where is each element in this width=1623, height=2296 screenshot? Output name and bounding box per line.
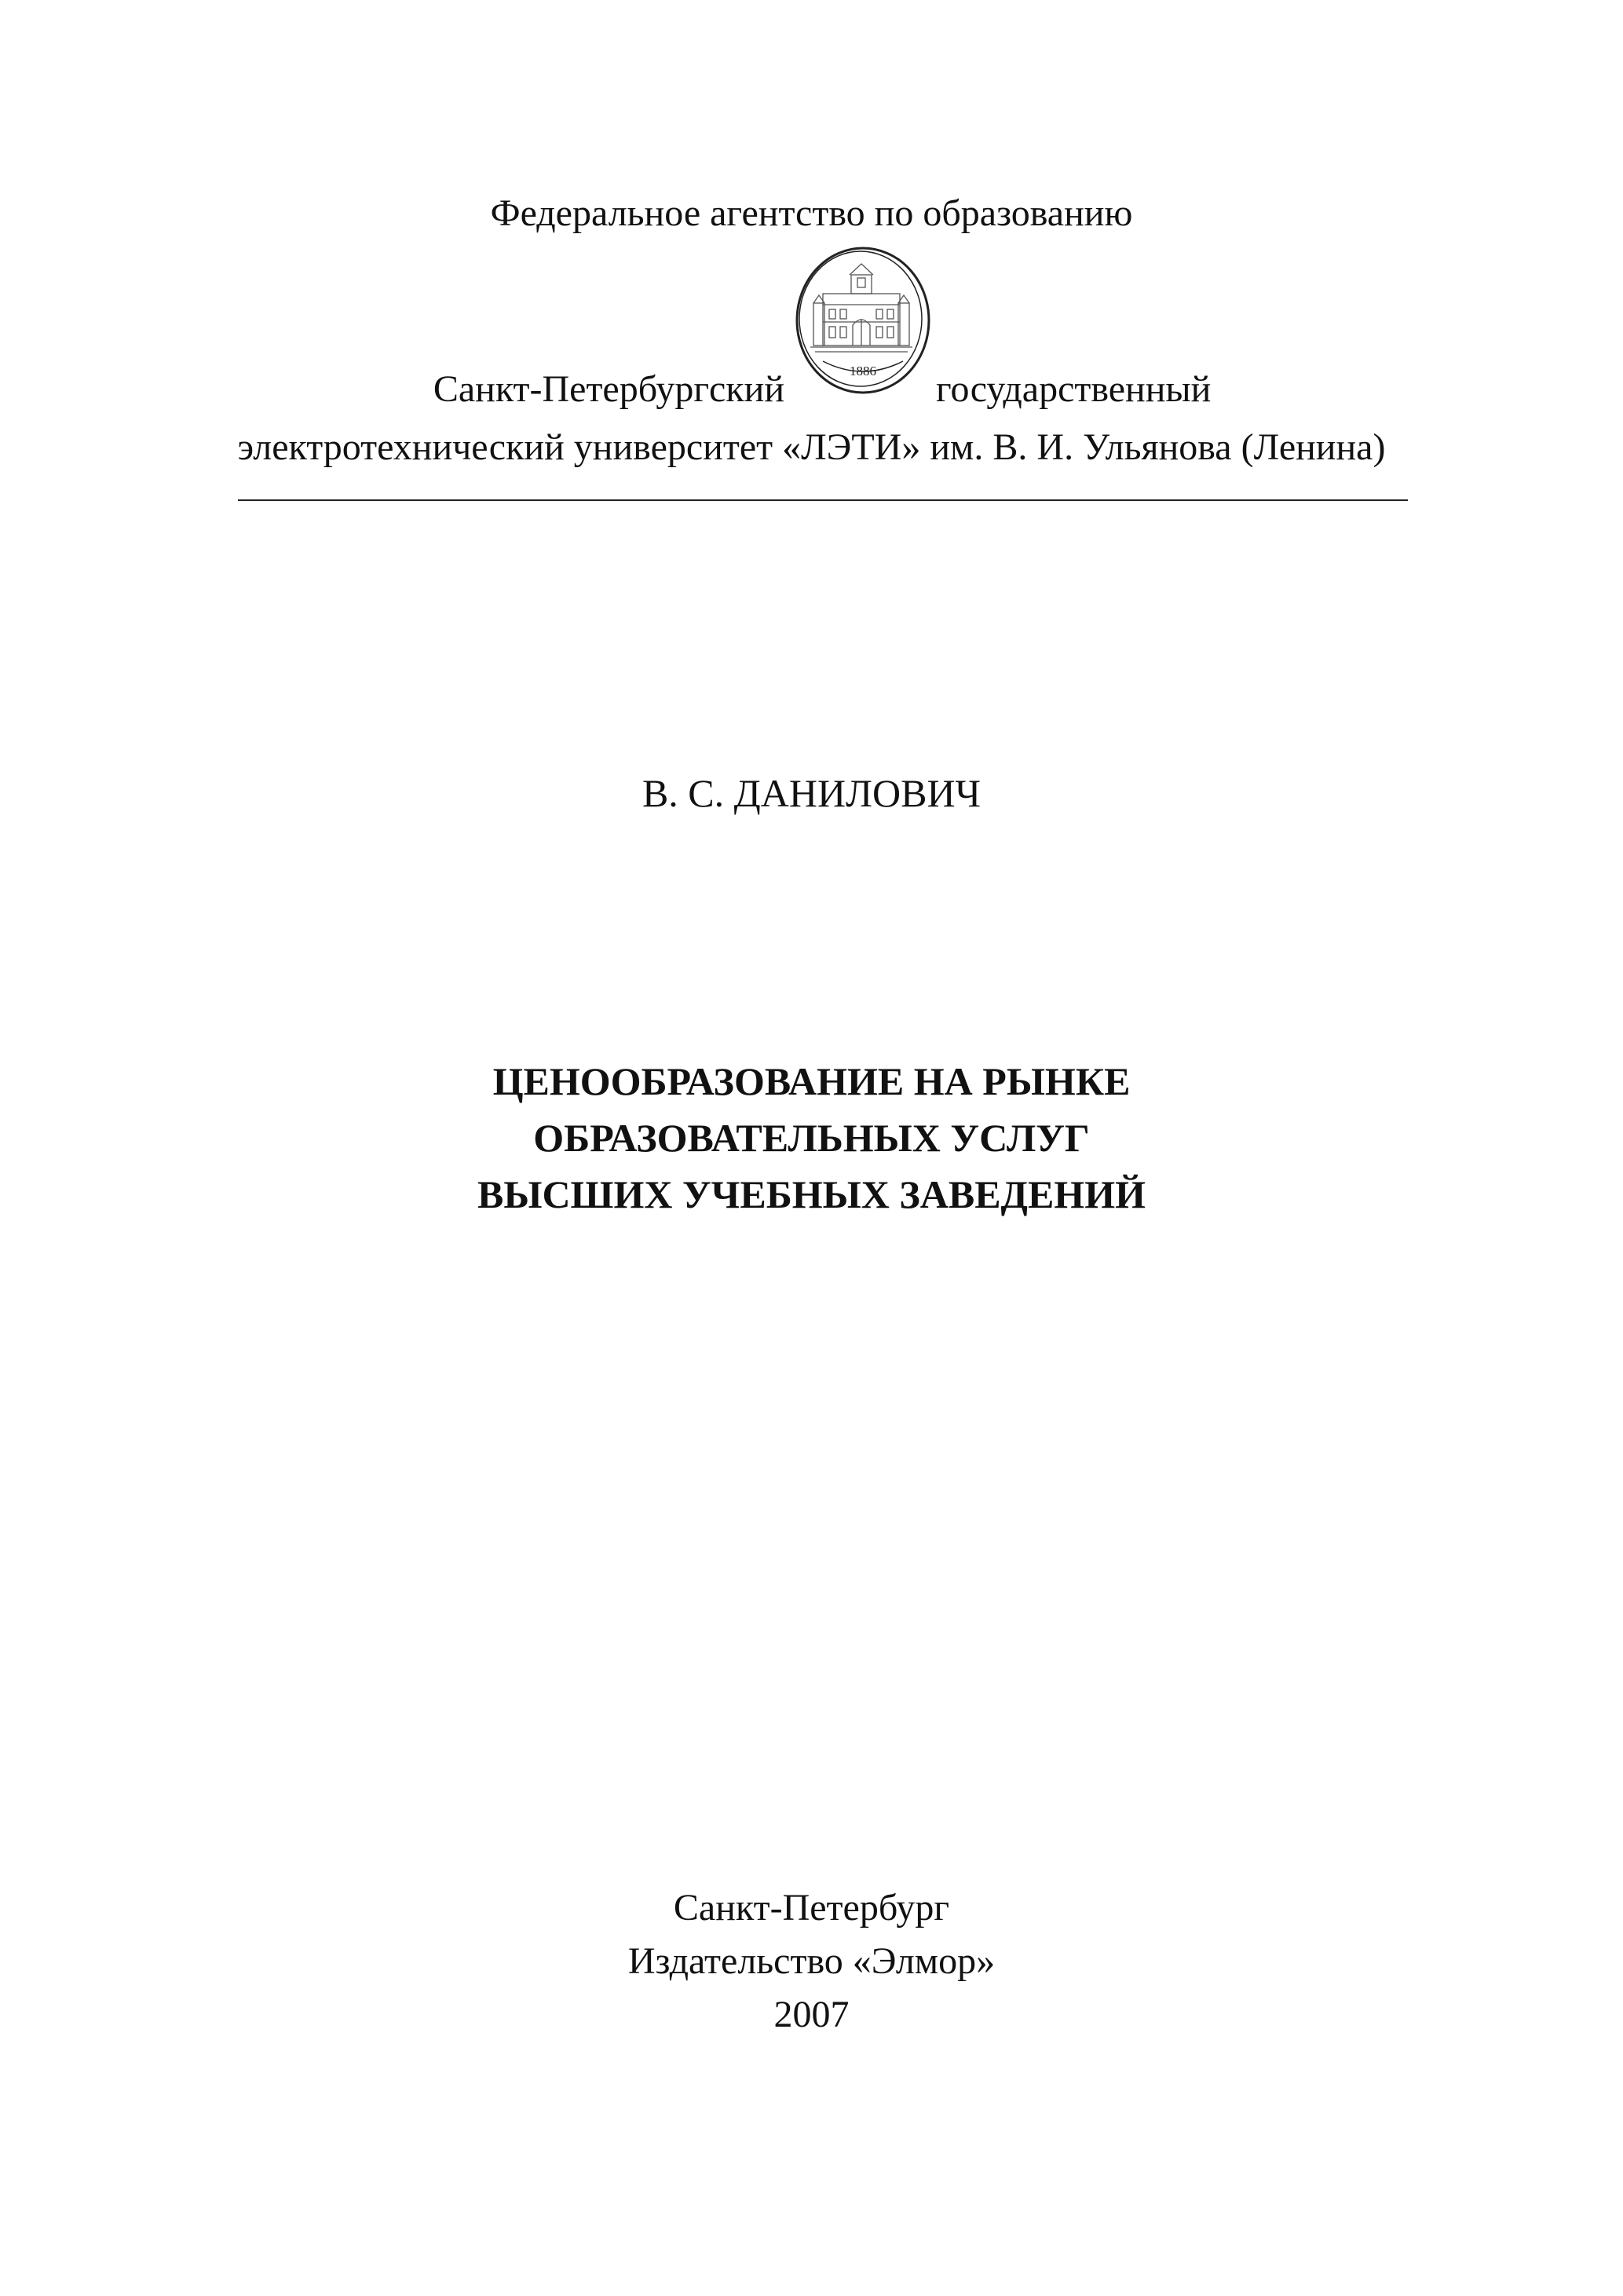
publisher-name: Издательство «Элмор»	[627, 1940, 996, 1982]
title-line-2: ОБРАЗОВАТЕЛЬНЫХ УСЛУГ	[533, 1116, 1090, 1160]
agency-name: Федеральное агентство по образованию	[490, 192, 1133, 234]
title-line-3: ВЫСШИХ УЧЕБНЫХ ЗАВЕДЕНИЙ	[477, 1172, 1146, 1216]
title-line-1: ЦЕНООБРАЗОВАНИЕ НА РЫНКЕ	[492, 1059, 1131, 1103]
publication-city: Санкт-Петербург	[673, 1887, 950, 1929]
university-line-1	[0, 366, 1623, 413]
seal-year: 1886	[850, 364, 876, 378]
header-divider	[238, 499, 1408, 501]
author-name: В. С. ДАНИЛОВИЧ	[642, 771, 981, 815]
university-name-right: государственный	[936, 368, 1212, 410]
publication-year: 2007	[773, 1994, 850, 2035]
university-name-left: Санкт-Петербургский	[433, 368, 784, 410]
university-line-2: электротехнический университет «ЛЭТИ» им. В. И. Ульянова (Ленина)	[237, 426, 1386, 468]
